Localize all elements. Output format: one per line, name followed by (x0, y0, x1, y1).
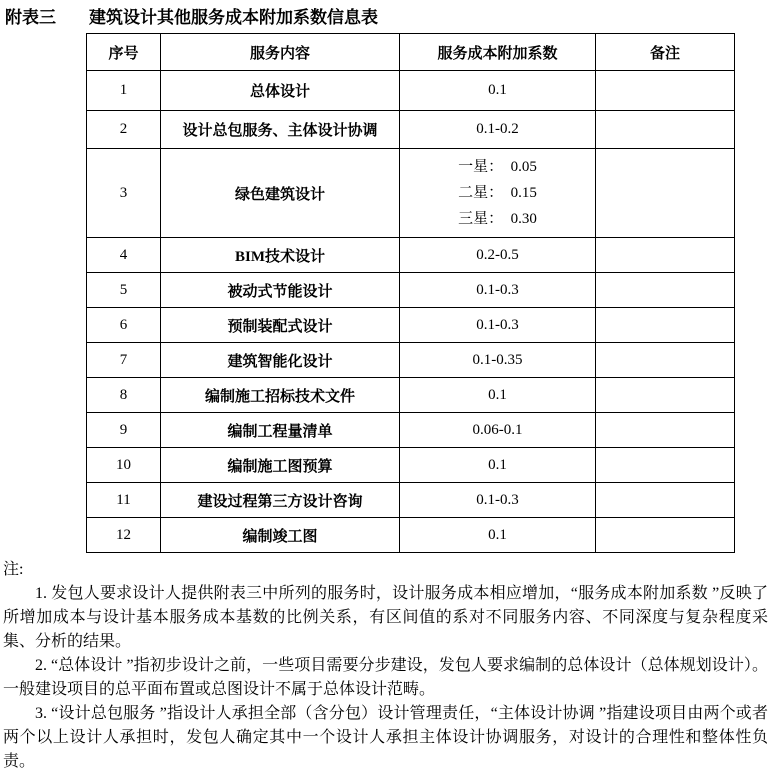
service-cell: 被动式节能设计 (161, 273, 400, 308)
remark-cell (596, 111, 735, 149)
remark-cell (596, 149, 735, 238)
row-no-cell: 1 (87, 71, 161, 111)
table-row (87, 149, 735, 238)
row-no-cell: 3 (87, 149, 161, 238)
remark-cell (596, 238, 735, 273)
remark-cell (596, 273, 735, 308)
table-row (87, 111, 735, 149)
star-rating-line: 二星： 0.15 (458, 185, 537, 201)
table-row (87, 518, 735, 553)
header-col-service: 服务内容 (161, 34, 400, 71)
coefficient-cell: 0.1-0.2 (400, 111, 596, 149)
coefficient-cell: 0.1 (400, 518, 596, 553)
table-row (87, 308, 735, 343)
table-row (87, 343, 735, 378)
row-no-cell: 8 (87, 378, 161, 413)
row-no-cell: 4 (87, 238, 161, 273)
coefficient-cell: 0.1 (400, 71, 596, 111)
remark-cell (596, 308, 735, 343)
remark-cell (596, 448, 735, 483)
remark-cell (596, 413, 735, 448)
table-row (87, 483, 735, 518)
table-row (87, 378, 735, 413)
service-cell: 编制施工招标技术文件 (161, 378, 400, 413)
notes-section (0, 558, 770, 774)
service-cell: 建筑智能化设计 (161, 343, 400, 378)
coefficient-cell: 0.1-0.3 (400, 483, 596, 518)
coefficient-cell: 0.2-0.5 (400, 238, 596, 273)
star-rating-line: 三星： 0.30 (458, 211, 537, 227)
table-header-row (87, 34, 735, 71)
coefficient-cell (400, 149, 596, 238)
service-cell: 总体设计 (161, 71, 400, 111)
row-no-cell: 10 (87, 448, 161, 483)
note-item-3: 3. “设计总包服务 ”指设计人承担全部（含分包）设计管理责任，“主体设计协调 ”指建设项目由两个或者两个以上设计人承担时，发包人确定其中一个设计人承担主体设计协调服务，对设计的合理性和整体性负责。 (3, 705, 768, 770)
remark-cell (596, 71, 735, 111)
service-cell: 编制施工图预算 (161, 448, 400, 483)
header-col-remark: 备注 (596, 34, 735, 71)
star-rating-line: 一星： 0.05 (458, 159, 537, 175)
note-item-2: 2. “总体设计 ”指初步设计之前，一些项目需要分步建设，发包人要求编制的总体设计（总体规划设计）。一般建设项目的总平面布置或总图设计不属于总体设计范畴。 (3, 657, 768, 698)
coefficient-cell: 0.1-0.3 (400, 308, 596, 343)
coefficient-table (86, 33, 735, 553)
service-cell: BIM技术设计 (161, 238, 400, 273)
row-no-cell: 9 (87, 413, 161, 448)
service-cell: 编制工程量清单 (161, 413, 400, 448)
remark-cell (596, 378, 735, 413)
row-no-cell: 6 (87, 308, 161, 343)
service-cell: 建设过程第三方设计咨询 (161, 483, 400, 518)
row-no-cell: 12 (87, 518, 161, 553)
row-no-cell: 11 (87, 483, 161, 518)
service-cell: 绿色建筑设计 (161, 149, 400, 238)
remark-cell (596, 518, 735, 553)
notes-label: 注: (3, 561, 24, 578)
service-cell: 编制竣工图 (161, 518, 400, 553)
header-col-no: 序号 (87, 34, 161, 71)
note-item-1: 1. 发包人要求设计人提供附表三中所列的服务时，设计服务成本相应增加，“服务成本附加系数 ”反映了所增加成本与设计基本服务成本基数的比例关系，有区间值的系对不同服务内容、不同深度与复杂程度采集、分析的结果。 (3, 585, 768, 650)
service-cell: 设计总包服务、主体设计协调 (161, 111, 400, 149)
coefficient-cell: 0.1 (400, 448, 596, 483)
star-rating-block (458, 154, 537, 232)
coefficient-cell: 0.06-0.1 (400, 413, 596, 448)
row-no-cell: 7 (87, 343, 161, 378)
service-cell: 预制装配式设计 (161, 308, 400, 343)
table-row (87, 238, 735, 273)
table-row (87, 448, 735, 483)
table-row (87, 273, 735, 308)
remark-cell (596, 343, 735, 378)
page-title (0, 0, 770, 29)
coefficient-cell: 0.1 (400, 378, 596, 413)
header-col-coefficient: 服务成本附加系数 (400, 34, 596, 71)
row-no-cell: 5 (87, 273, 161, 308)
coefficient-cell: 0.1-0.35 (400, 343, 596, 378)
table-title-text: 建筑设计其他服务成本附加系数信息表 (89, 8, 378, 27)
table-row (87, 413, 735, 448)
table-row (87, 71, 735, 111)
remark-cell (596, 483, 735, 518)
table-label: 附表三 (5, 8, 56, 27)
coefficient-cell: 0.1-0.3 (400, 273, 596, 308)
row-no-cell: 2 (87, 111, 161, 149)
